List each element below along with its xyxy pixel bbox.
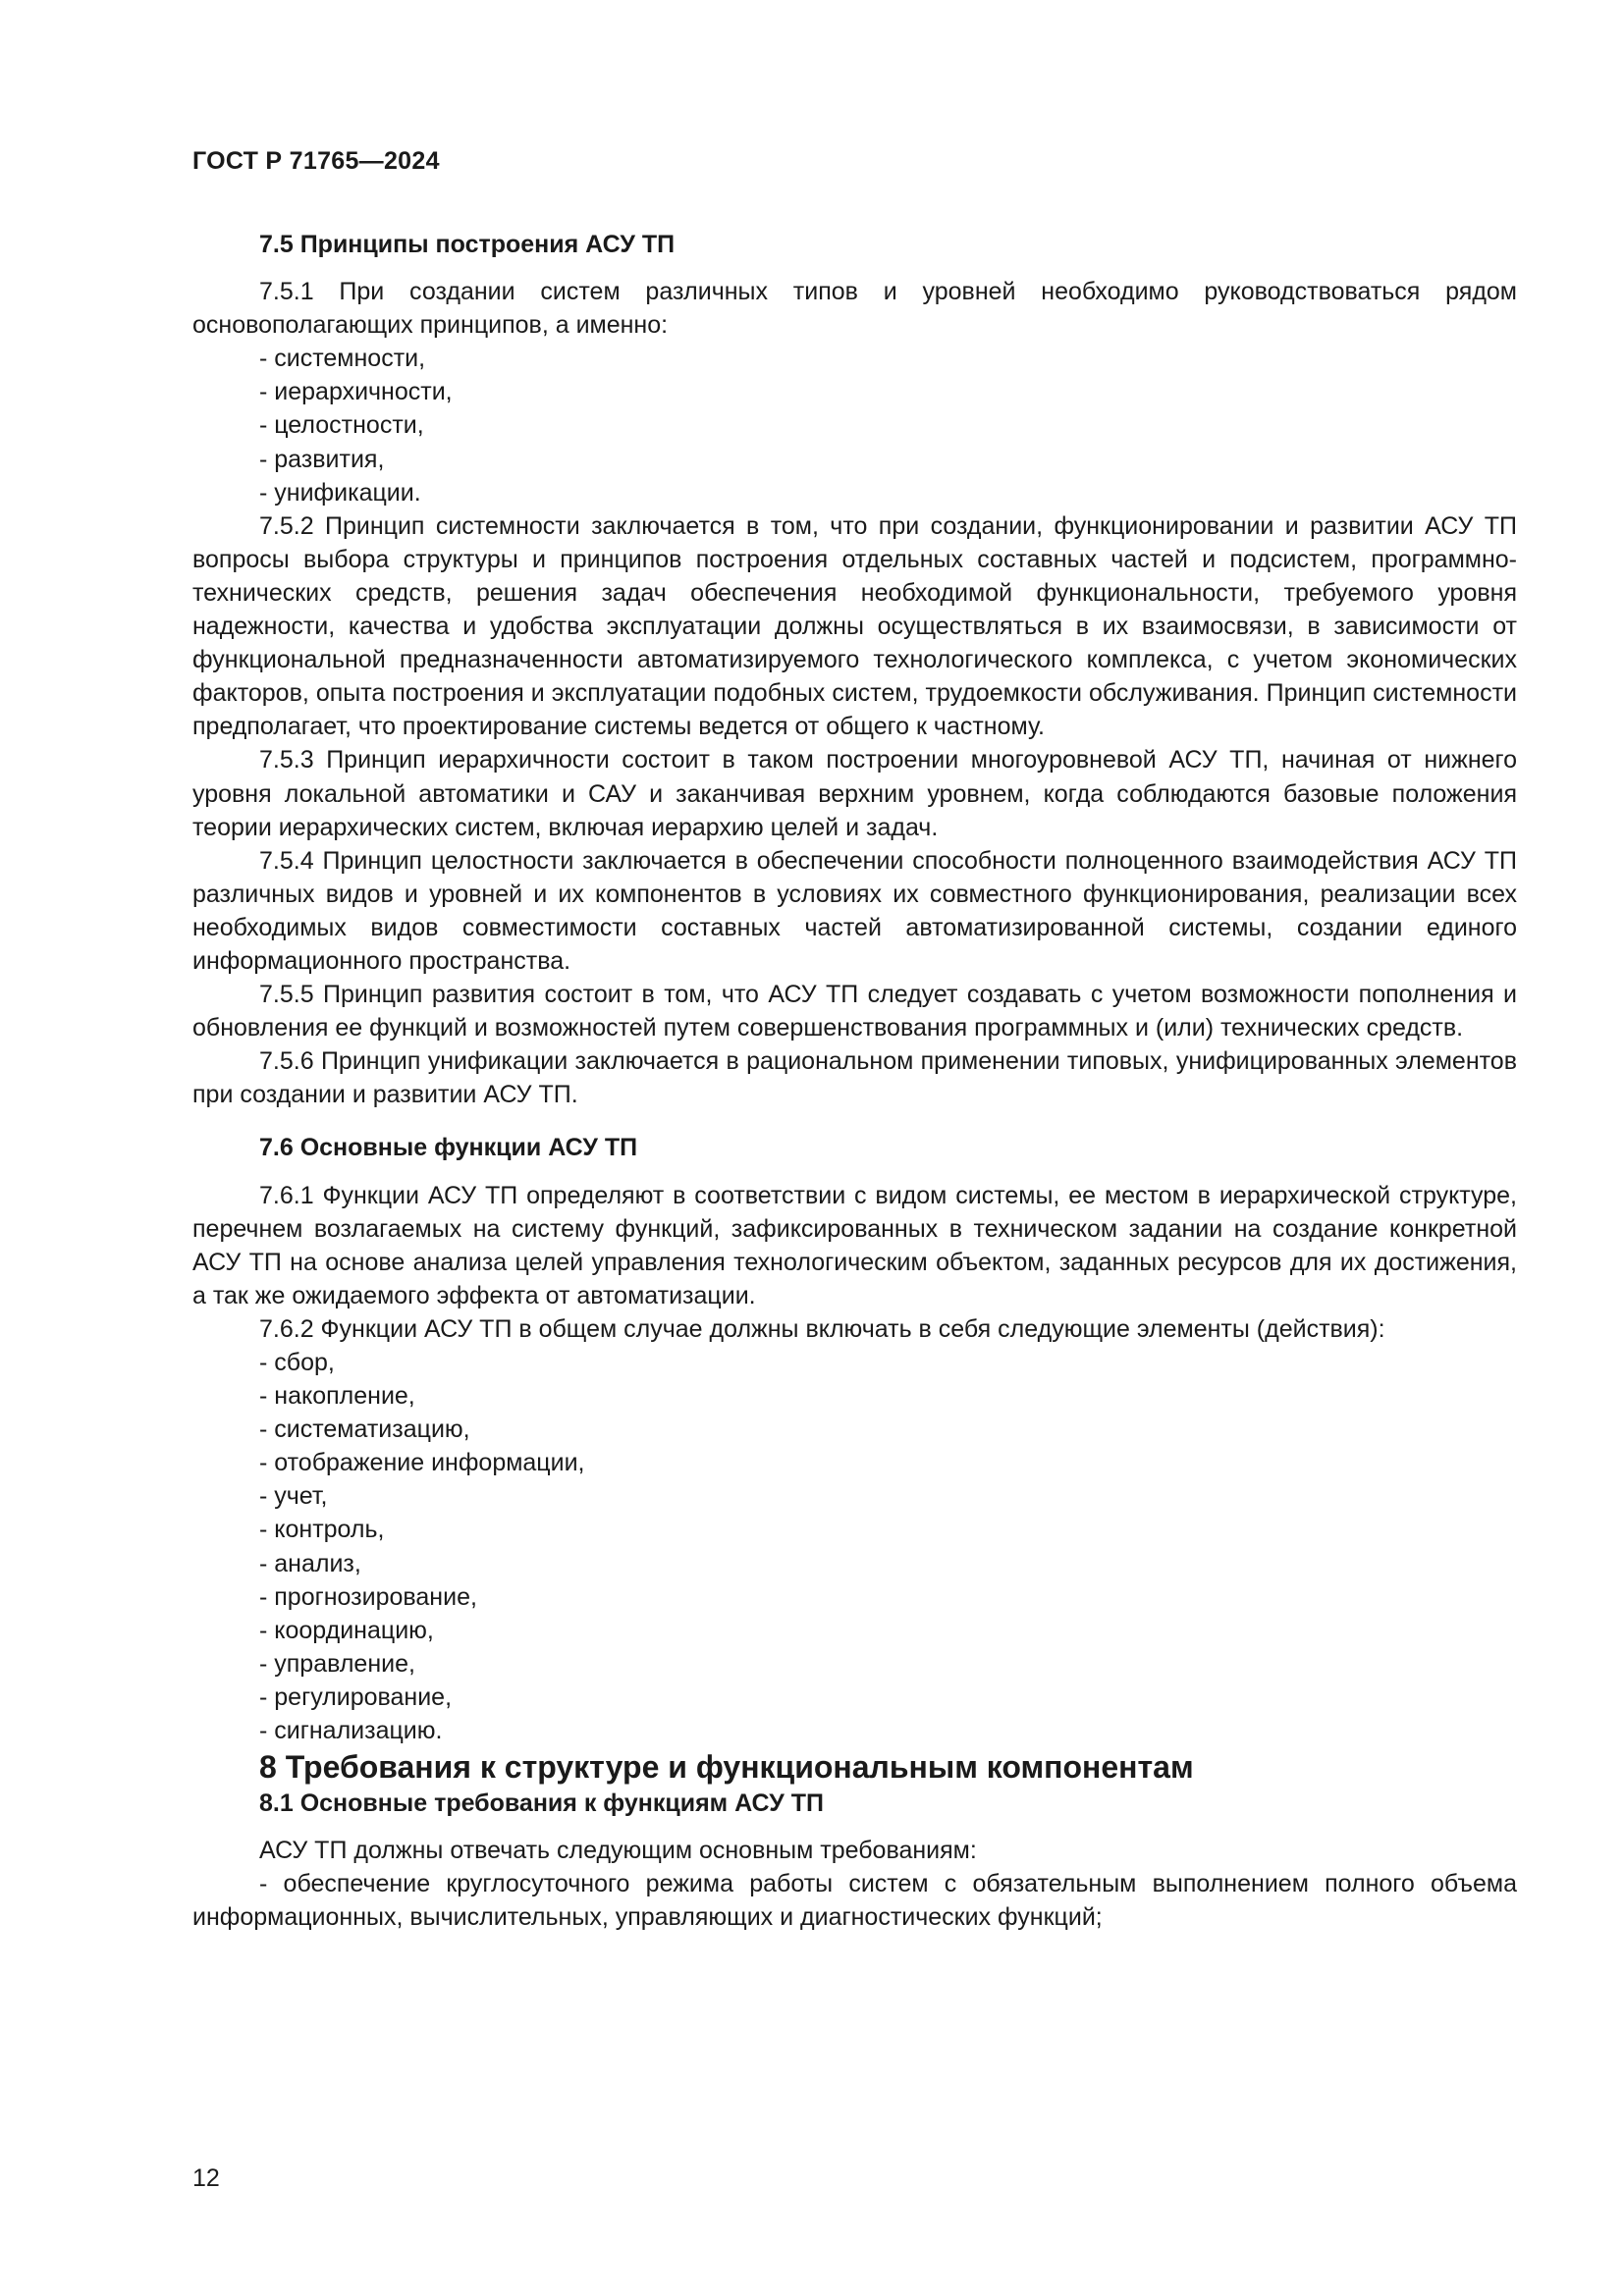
paragraph-7-5-3: 7.5.3 Принцип иерархичности состоит в таком построении многоуровневой АСУ ТП, начиная от нижнего уровня локальной автоматики и САУ и заканчивая верхним уровнем, когда соблюдаются базовые положения теории иерархических систем, включая иерархию целей и задач. (192, 746, 1517, 841)
list-item: - регулирование, (259, 1682, 453, 1711)
list-item: - управление, (259, 1649, 415, 1678)
section-7-6-title: 7.6 Основные функции АСУ ТП (259, 1134, 638, 1162)
section-7-5-title: 7.5 Принципы построения АСУ ТП (259, 231, 676, 258)
page-number: 12 (192, 2164, 220, 2192)
paragraph-7-5-4: 7.5.4 Принцип целостности заключается в обеспечении способности полноценного взаимодействия АСУ ТП различных видов и уровней и их компонентов в условиях их совместного функционирования, реализации всех необходимых видов совместимости составных частей автоматизированной системы, создании единого информационного пространства. (192, 846, 1517, 975)
list-item: - иерархичности, (259, 378, 453, 406)
list-item: - сигнализацию. (259, 1717, 443, 1745)
list-item: - координацию, (259, 1616, 434, 1644)
list-item: - накопление, (259, 1382, 415, 1411)
paragraph-8-1-item: - обеспечение круглосуточного режима работы систем с обязательным выполнением полного объема информационных, вычислительных, управляющих и диагностических функций; (192, 1870, 1517, 1932)
paragraph-7-5-5: 7.5.5 Принцип развития состоит в том, что АСУ ТП следует создавать с учетом возможности пополнения и обновления ее функций и возможностей путем совершенствования программных и (или) технических средств. (192, 981, 1517, 1042)
paragraph-7-5-1: 7.5.1 При создании систем различных типов и уровней необходимо руководствоваться рядом основополагающих принципов, а именно: (192, 278, 1517, 340)
list-item: - развития, (259, 445, 385, 473)
paragraph-7-6-2: 7.6.2 Функции АСУ ТП в общем случае должны включать в себя следующие элементы (действия): (259, 1314, 1385, 1343)
list-item: - системности, (259, 345, 426, 373)
paragraph-7-5-6: 7.5.6 Принцип унификации заключается в рациональном применении типовых, унифицированных элементов при создании и развитии АСУ ТП. (192, 1047, 1517, 1109)
list-item: - систематизацию, (259, 1415, 470, 1444)
list-item: - сбор, (259, 1349, 335, 1376)
list-item: - контроль, (259, 1516, 385, 1544)
section-8-title: 8 Требования к структуре и функциональным компонентам (259, 1749, 1194, 1786)
paragraph-8-1-intro: АСУ ТП должны отвечать следующим основным требованиям: (259, 1837, 977, 1865)
list-item: - унификации. (259, 478, 421, 507)
page-content (192, 228, 1517, 1935)
section-8-1-title: 8.1 Основные требования к функциям АСУ ТП (259, 1789, 825, 1818)
list-item: - прогнозирование, (259, 1582, 477, 1611)
list-item: - целостности, (259, 411, 424, 440)
list-item: - отображение информации, (259, 1449, 585, 1477)
standard-code: ГОСТ Р 71765—2024 (192, 147, 440, 175)
paragraph-7-6-1: 7.6.1 Функции АСУ ТП определяют в соответствии с видом системы, ее местом в иерархической структуре, перечнем возлагаемых на систему функций, зафиксированных в техническом задании на создание конкретной АСУ ТП на основе анализа целей управления технологическим объектом, заданных ресурсов для их достижения, а так же ожидаемого эффекта от автоматизации. (192, 1181, 1517, 1309)
paragraph-7-5-2: 7.5.2 Принцип системности заключается в том, что при создании, функционировании и развитии АСУ ТП вопросы выбора структуры и принципов построения отдельных составных частей и подсистем, программно-технических средств, решения задач обеспечения необходимой функциональности, требуемого уровня надежности, качества и удобства эксплуатации должны осуществляться в их взаимосвязи, в зависимости от функциональной предназначенности автоматизируемого технологического комплекса, с учетом экономических факторов, опыта построения и эксплуатации подобных систем, трудоемкости обслуживания. Принцип системности предполагает, что проектирование системы ведется от общего к частному. (192, 511, 1517, 741)
list-item: - учет, (259, 1482, 328, 1511)
list-item: - анализ, (259, 1549, 361, 1577)
